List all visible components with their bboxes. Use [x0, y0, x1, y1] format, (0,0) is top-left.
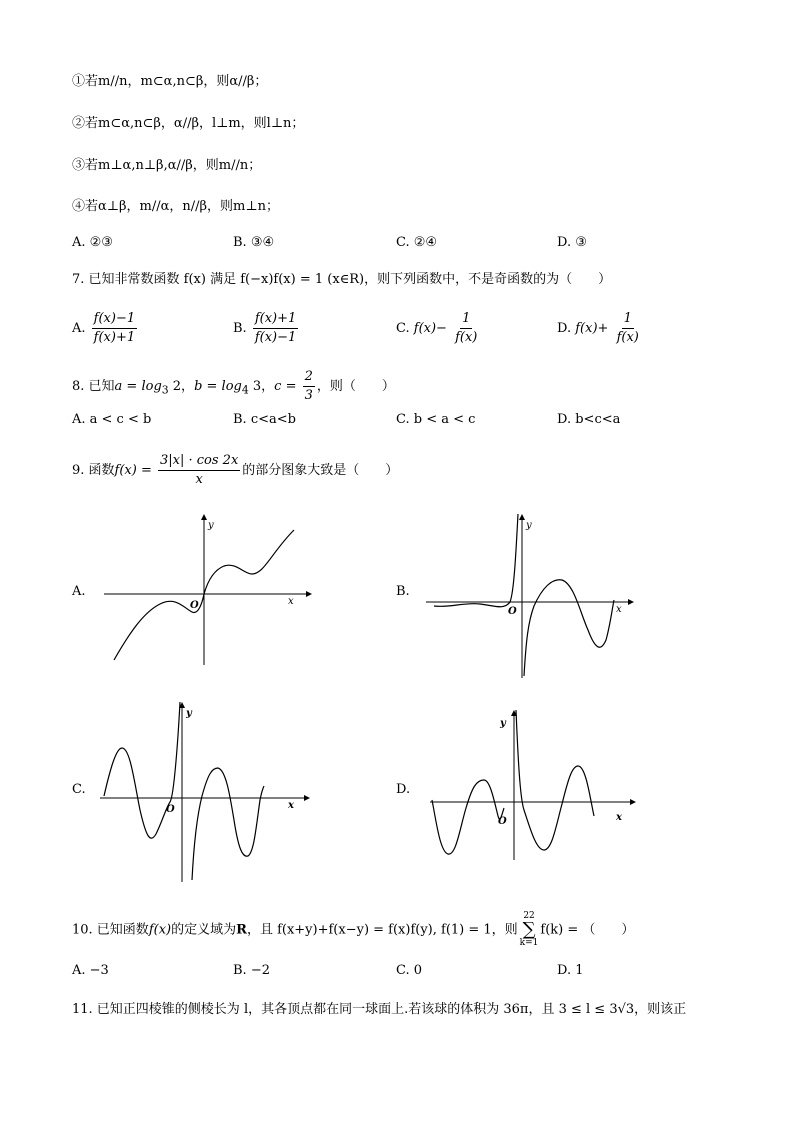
- q7-option-c-label: C.: [396, 321, 410, 336]
- q8-stem-prefix: 8. 已知: [72, 379, 115, 394]
- q7-option-d-fraction: [615, 310, 641, 347]
- graph-c-curve-right: [192, 768, 264, 880]
- q9-stem-prefix: 9. 函数: [72, 463, 115, 478]
- q6-option-a: A. ②③: [72, 235, 113, 250]
- q7-option-a-label: A.: [72, 321, 86, 336]
- graph-a-y-label: y: [208, 520, 214, 531]
- q7-option-b-label: B.: [233, 321, 247, 336]
- graph-c-x-arrow: [304, 795, 310, 801]
- q9-stem-suffix: 的部分图象大致是（ ）: [242, 463, 399, 478]
- graph-b-origin: O: [508, 606, 517, 617]
- q7-d-prefix: f(x)+: [575, 321, 609, 336]
- statement-3: ③若m⊥α,n⊥β,α//β，则m//n；: [72, 158, 262, 173]
- q7-c-prefix: f(x)−: [413, 321, 447, 336]
- graph-b-curve-right: [524, 580, 614, 676]
- q9-graph-d: [426, 708, 641, 863]
- q8-c-denominator: 3: [304, 388, 313, 403]
- graph-a-x-arrow: [306, 591, 312, 597]
- graph-d-curve-right: [516, 710, 594, 850]
- q7-b-numerator: f(x)+1: [253, 310, 298, 329]
- graph-c-x-label: x: [288, 800, 294, 811]
- q8-b-base: 4: [241, 383, 249, 397]
- q8-a-arg: 2，: [168, 379, 195, 394]
- q7-stem: 7. 已知非常数函数 f(x) 满足 f(−x)f(x) = 1 (x∈R)，则下列函数中，不是奇函数的为（ ）: [72, 272, 612, 287]
- q10-sum-lower: k=1: [519, 938, 539, 948]
- q8-b-arg: 3，: [248, 379, 275, 394]
- q11-stem: 11. 已知正四棱锥的侧棱长为 l，其各顶点都在同一球面上.若该球的体积为 36π，且 3 ≤ l ≤ 3√3，则该正: [72, 1002, 687, 1017]
- q10-option-c: C. 0: [396, 963, 423, 978]
- q9-graph-b: [424, 512, 639, 682]
- q7-d-numerator: 1: [622, 310, 634, 329]
- graph-d-origin: O: [498, 816, 507, 827]
- q7-option-c-fraction: [453, 310, 479, 347]
- statement-4: ④若α⊥β，m//α，n//β，则m⊥n；: [72, 199, 279, 214]
- q10-sum-upper: 22: [523, 911, 535, 921]
- q10-summation: [520, 912, 539, 948]
- graph-a-origin: O: [190, 600, 199, 611]
- q9-fraction: [158, 452, 240, 489]
- q6-option-d: D. ③: [557, 235, 587, 250]
- q7-b-denominator: f(x)−1: [254, 330, 297, 345]
- q9-option-a-label: A.: [72, 584, 86, 599]
- graph-b-y-arrow: [519, 514, 525, 520]
- graph-d-y-label: y: [500, 718, 506, 729]
- q7-option-b-fraction: [253, 310, 298, 347]
- statement-2: ②若m⊂α,n⊂β，α//β，l⊥m，则l⊥n；: [72, 116, 305, 131]
- q9-graph-c: [98, 700, 313, 885]
- q7-option-a-fraction: [92, 310, 137, 347]
- graph-c-origin: O: [166, 804, 175, 815]
- statement-1: ①若m//n，m⊂α,n⊂β，则α//β；: [72, 74, 268, 89]
- graph-b-x-label: x: [616, 604, 622, 615]
- graph-d-curve-left: [432, 780, 504, 854]
- graph-d-x-arrow: [630, 799, 636, 805]
- q9-option-b-label: B.: [396, 584, 410, 599]
- graph-d-x-label: x: [616, 812, 622, 823]
- q8-option-b: B. c<a<b: [233, 412, 296, 427]
- q8-a-base: 3: [161, 383, 169, 397]
- graph-a-x-label: x: [288, 596, 294, 607]
- q8-option-c: C. b < a < c: [396, 412, 476, 427]
- graph-a-y-arrow: [201, 514, 207, 520]
- graph-b-curve-left: [434, 514, 518, 607]
- q8-c-numerator: 2: [303, 368, 315, 387]
- q9-numerator: 3|x| · cos 2x: [158, 452, 240, 471]
- q9-denominator: x: [195, 472, 203, 487]
- q10-sum-term: f(k) = （ ）: [540, 922, 635, 938]
- q10-option-a: A. −3: [72, 963, 109, 978]
- q7-option-c: [396, 310, 481, 347]
- q10-real-set: R: [236, 922, 247, 938]
- q7-option-d: [557, 310, 643, 347]
- q7-option-d-label: D.: [557, 321, 572, 336]
- q8-b-def: b = log: [194, 379, 242, 394]
- q10-option-b: B. −2: [233, 963, 270, 978]
- q9-graph-a: [100, 512, 315, 667]
- q7-a-numerator: f(x)−1: [92, 310, 137, 329]
- graph-b-y-label: y: [526, 520, 532, 531]
- q6-option-b: B. ③④: [233, 235, 275, 250]
- graph-b-x-arrow: [628, 599, 634, 605]
- q10-sum-sign: ∑: [522, 919, 536, 940]
- q9-option-d-label: D.: [396, 782, 411, 797]
- q8-c-fraction: [303, 368, 315, 405]
- q7-option-b: [233, 310, 300, 347]
- q8-stem: [72, 368, 395, 405]
- q8-stem-suffix: ，则（ ）: [316, 379, 395, 394]
- q10-option-d: D. 1: [557, 963, 584, 978]
- q7-c-numerator: 1: [460, 310, 472, 329]
- q10-fx: f(x): [148, 922, 172, 938]
- q7-a-denominator: f(x)+1: [93, 330, 136, 345]
- q10-equation: ，且 f(x+y)+f(x−y) = f(x)f(y), f(1) = 1，则: [246, 922, 518, 938]
- q6-option-c: C. ②④: [396, 235, 438, 250]
- graph-c-curve-left: [104, 702, 180, 838]
- q10-domain-text: 的定义域为: [171, 922, 237, 938]
- q8-a-def: a = log: [114, 379, 162, 394]
- q9-stem: [72, 452, 398, 489]
- q10-stem-prefix: 10. 已知函数: [72, 922, 149, 938]
- q7-d-denominator: f(x): [616, 330, 639, 345]
- q7-option-a: [72, 310, 139, 347]
- q8-option-a: A. a < c < b: [72, 412, 152, 427]
- q8-option-d: D. b<c<a: [557, 412, 621, 427]
- q7-c-denominator: f(x): [455, 330, 478, 345]
- q8-c-def: c =: [274, 379, 301, 394]
- graph-c-y-label: y: [186, 708, 192, 719]
- q10-stem: [72, 912, 634, 948]
- q9-option-c-label: C.: [72, 782, 86, 797]
- q9-fx: f(x) =: [114, 463, 156, 478]
